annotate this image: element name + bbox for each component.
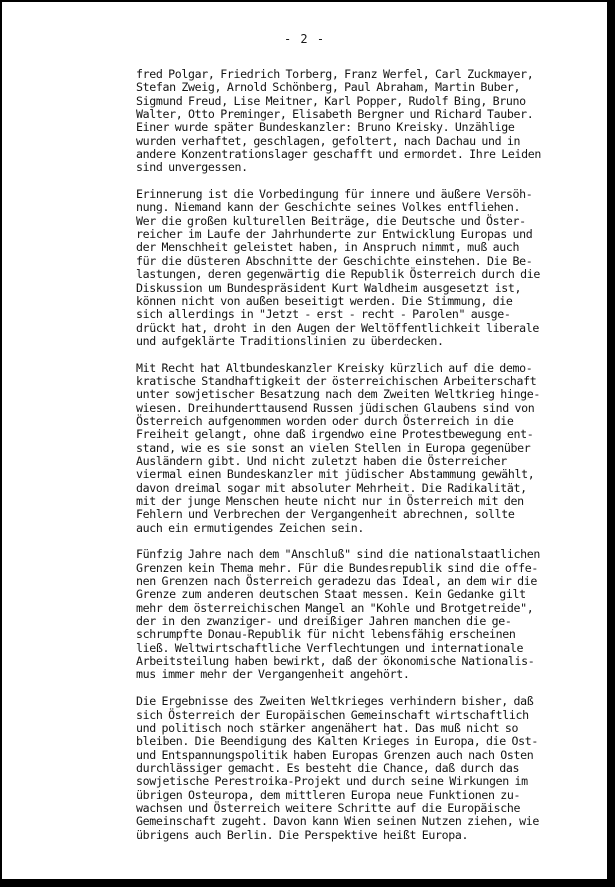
text-line: und Entspannungspolitik haben Europas Grenzen auch nach Osten bbox=[136, 747, 534, 762]
text-line: Einer wurde später Bundeskanzler: Bruno Kreisky. Unzählige bbox=[136, 120, 515, 135]
text-line: wurden verhaftet, geschlagen, gefoltert, nach Dachau und in bbox=[136, 133, 521, 148]
text-line: Grenzen kein Thema mehr. Für die Bundesrepublik sind die offe- bbox=[136, 560, 539, 575]
text-line: der Menschheit geleistet haben, in Anspruch nimmt, muß auch bbox=[136, 240, 520, 255]
text-line: Ausländern gibt. Und nicht zuletzt haben die Österreicher bbox=[136, 453, 507, 468]
text-line: durchlässiger gemacht. Es besteht die Chance, daß durch das bbox=[136, 760, 520, 775]
paragraph bbox=[136, 188, 586, 348]
text-line: davon dreimal sogar mit absoluter Mehrheit. Die Radikalität, bbox=[136, 480, 527, 495]
text-line: unter sowjetischer Besatzung nach dem Zweiten Weltkrieg hinge- bbox=[136, 387, 541, 402]
scan-border bbox=[607, 0, 615, 887]
text-line: Sigmund Freud, Lise Meitner, Karl Popper, Rudolf Bing, Bruno bbox=[136, 93, 526, 108]
document-page bbox=[2, 2, 607, 879]
text-line: Walter, Otto Preminger, Elisabeth Bergner und Richard Tauber. bbox=[136, 107, 534, 122]
text-line: und politisch noch stärker angenähert hat. Das muß nicht so bbox=[136, 720, 519, 735]
text-line: mus immer mehr der Vergangenheit angehört. bbox=[136, 667, 410, 682]
text-line: sich Österreich der Europäischen Gemeinschaft wirtschaftlich bbox=[136, 707, 529, 722]
text-line: nung. Niemand kann der Geschichte seines Volkes entfliehen. bbox=[136, 200, 521, 215]
text-line: wachsen und Österreich weitere Schritte auf die Europäische bbox=[136, 800, 521, 815]
text-line: Freiheit gelangt, ohne daß irgendwo eine Protestbewegung ent- bbox=[136, 427, 534, 442]
text-line: können nicht von außen beseitigt werden. Die Stimmung, die bbox=[136, 293, 513, 308]
document-body bbox=[136, 68, 586, 855]
paragraph bbox=[136, 695, 586, 842]
text-line: Arbeitsteilung haben bewirkt, daß der ökonomische Nationalis- bbox=[136, 654, 535, 669]
text-line: reicher im Laufe der Jahrhunderte zur Entwicklung Europas und bbox=[136, 227, 533, 242]
text-line: wiesen. Dreihunderttausend Russen jüdischen Glaubens sind von bbox=[136, 400, 535, 415]
text-line: Gemeinschaft zugeht. Davon kann Wien seinen Nutzen ziehen, wie bbox=[136, 814, 540, 829]
text-line: auch ein ermutigendes Zeichen sein. bbox=[136, 520, 365, 535]
text-line: sich allerdings in "Jetzt - erst - recht - Parolen" ausge- bbox=[136, 307, 511, 322]
text-line: Fünfzig Jahre nach dem "Anschluß" sind die nationalstaatlichen bbox=[136, 547, 541, 562]
text-line: sind unvergessen. bbox=[136, 160, 248, 175]
text-line: Österreich aufgenommen worden oder durch Österreich in die bbox=[136, 413, 514, 428]
text-line: Grenze zum anderen deutschen Staat messen. Kein Gedanke gilt bbox=[136, 587, 526, 602]
text-line: schrumpfte Donau-Republik für nicht lebensfähig erscheinen bbox=[136, 627, 516, 642]
text-line: lastungen, deren gegenwärtig die Republik Österreich durch die bbox=[136, 267, 541, 282]
text-line: stand, wie es sie sonst an vielen Stellen in Europa gegenüber bbox=[136, 440, 531, 455]
paragraph bbox=[136, 548, 586, 681]
text-line: und aufgeklärte Traditionslinien zu überdecken. bbox=[136, 333, 444, 348]
paragraph bbox=[136, 362, 586, 535]
text-line: ließ. Weltwirtschaftliche Verflechtungen und internationale bbox=[136, 640, 524, 655]
text-line: der in den zwanziger- und dreißiger Jahren manchen die ge- bbox=[136, 614, 512, 629]
text-line: Stefan Zweig, Arnold Schönberg, Paul Abraham, Martin Buber, bbox=[136, 80, 521, 95]
text-line: übrigens auch Berlin. Die Perspektive heißt Europa. bbox=[136, 827, 469, 842]
text-line: sowjetische Perestroika-Projekt und durch seine Wirkungen im bbox=[136, 774, 528, 789]
text-line: fred Polgar, Friedrich Torberg, Franz Werfel, Carl Zuckmayer, bbox=[136, 67, 534, 81]
text-line: bleiben. Die Beendigung des Kalten Krieges in Europa, die Ost- bbox=[136, 734, 539, 749]
text-line: viermal einen Bundeskanzler mit jüdischer Abstammung gewählt, bbox=[136, 467, 535, 482]
text-line: kratische Standhaftigkeit der österreichischen Arbeiterschaft bbox=[136, 373, 537, 388]
text-line: Erinnerung ist die Vorbedingung für innere und äußere Versöh- bbox=[136, 187, 533, 202]
text-line: für die düsteren Abschnitte der Geschichte einstehen. Die Be- bbox=[136, 253, 533, 268]
text-line: Mit Recht hat Altbundeskanzler Kreisky kürzlich auf die demo- bbox=[136, 360, 533, 375]
text-line: mehr dem österreichischen Mangel an "Kohle und Brotgetreide", bbox=[136, 600, 534, 615]
text-line: Diskussion um Bundespräsident Kurt Waldheim ausgesetzt ist, bbox=[136, 280, 522, 295]
text-line: andere Konzentrationslager geschafft und ermordet. Ihre Leiden bbox=[136, 147, 542, 162]
text-line: mit der junge Menschen heute nicht nur in Österreich mit den bbox=[136, 494, 524, 508]
text-line: Die Ergebnisse des Zweiten Weltkrieges verhindern bisher, daß bbox=[136, 694, 534, 709]
paragraph bbox=[136, 68, 586, 175]
text-line: Wer die großen kulturellen Beiträge, die Deutsche und Öster- bbox=[136, 213, 526, 228]
text-line: nen Grenzen nach Österreich geradezu das Ideal, an dem wir die bbox=[136, 574, 538, 589]
text-line: Fehlern und Verbrechen der Vergangenheit abrechnen, sollte bbox=[136, 507, 515, 522]
text-line: drückt hat, droht in den Augen der Weltöffentlichkeit liberale bbox=[136, 320, 540, 335]
page-number: - 2 - bbox=[283, 32, 326, 46]
text-line: übrigen Osteuropa, dem mittleren Europa neue Funktionen zu- bbox=[136, 787, 521, 802]
